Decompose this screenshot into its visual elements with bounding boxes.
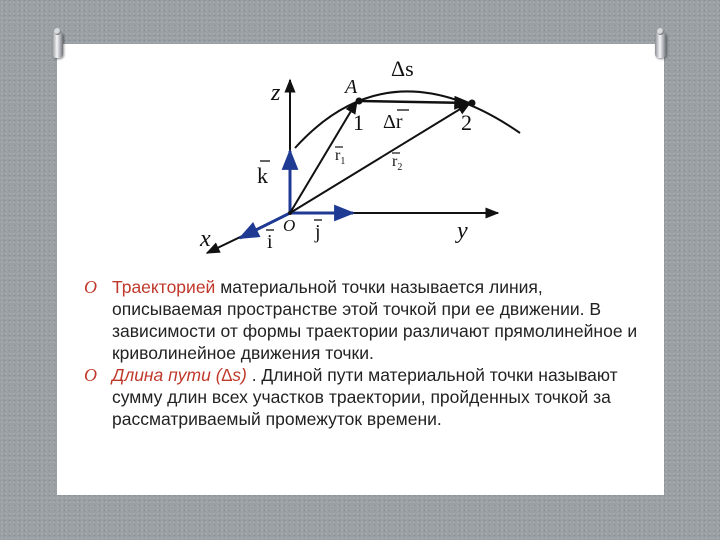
- bullet-icon: O: [84, 365, 97, 385]
- delta-s-symbol: ∆s: [221, 365, 241, 385]
- trajectory-curve: [295, 91, 520, 148]
- point-1: [356, 98, 363, 105]
- trajectory-diagram: [195, 48, 525, 273]
- x-axis-label: x: [200, 226, 211, 252]
- j-vector-label: j: [315, 221, 321, 243]
- delta-r-label: Δr: [383, 111, 403, 133]
- path-length-definition-paragraph: [84, 364, 644, 430]
- i-vector-label: i: [267, 231, 273, 253]
- pushpin-icon: [655, 32, 666, 58]
- point-2-label: 2: [461, 110, 472, 135]
- delta-r-vector: [359, 101, 470, 103]
- pushpin-icon: [52, 32, 63, 58]
- delta-s-label: Δs: [391, 56, 414, 81]
- trajectory-definition-paragraph: [84, 276, 644, 364]
- r1-vector: [290, 101, 357, 213]
- term-path-length-close: ): [241, 365, 247, 385]
- path-length-definition-text: . Длиной пути материальной точки называют сумму длин всех участков траектории, пройденных точкой за рассматриваемый промежуток времени.: [112, 365, 618, 429]
- point-1-label: 1: [353, 110, 364, 135]
- trajectory-definition-text: материальной точки называется линия, описываемая пространстве этой точкой при ее движении. В зависимости от формы траектории различают прямолинейное и криволинейное движения точки.: [112, 277, 638, 363]
- term-path-length: Длина пути (: [112, 365, 222, 385]
- term-trajectory: Траекторией: [112, 277, 216, 297]
- point-2: [469, 100, 476, 107]
- r1-vector-label: $r_1$: [335, 147, 346, 167]
- y-axis-label: y: [457, 218, 468, 244]
- z-axis-label: z: [271, 80, 281, 106]
- origin-point: [288, 211, 292, 215]
- origin-label: O: [283, 216, 296, 235]
- bullet-icon: O: [84, 277, 97, 297]
- r2-vector: [290, 103, 470, 213]
- r2-vector-label: $r_2$: [392, 153, 403, 173]
- slide-body-text: [84, 276, 644, 430]
- k-vector-label: k: [257, 163, 268, 188]
- point-a-label: A: [345, 76, 358, 98]
